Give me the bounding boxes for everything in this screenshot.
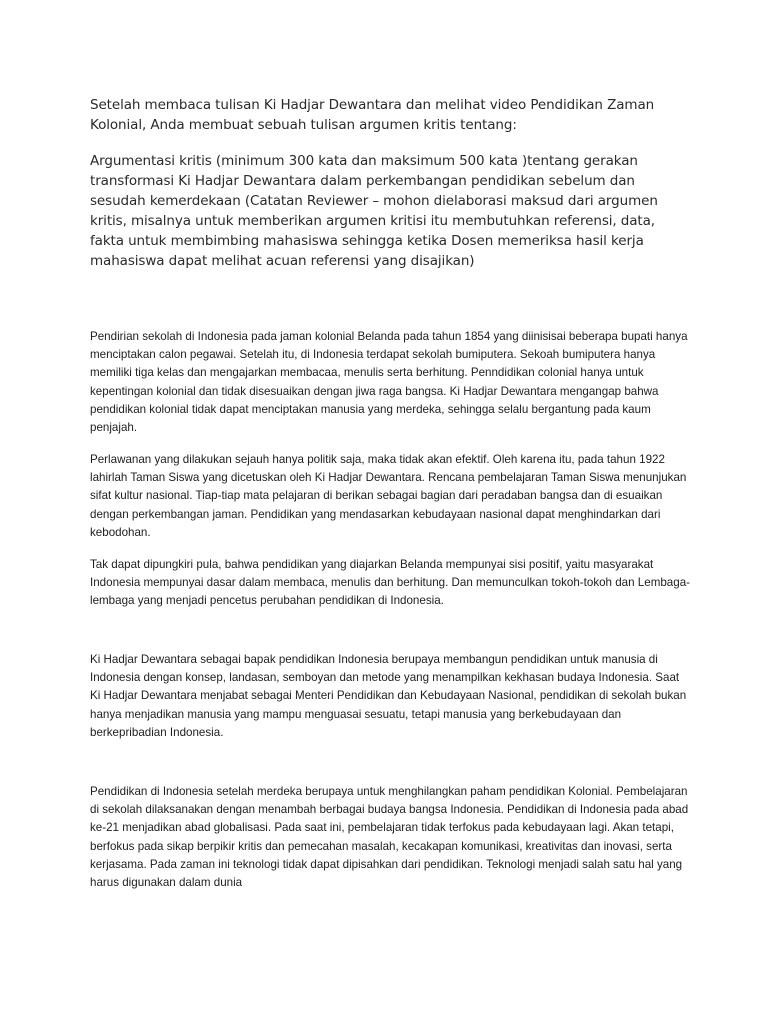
answer-paragraph-2: Perlawanan yang dilakukan sejauh hanya politik saja, maka tidak akan efektif. Oleh karena itu, pada tahun 1922 lahirlah Taman Siswa yang dicetuskan oleh Ki Hadjar Dewantara. Rencana pembelajaran Taman Siswa menunjukan sifat kultur nasional. Tiap-tiap mata pelajaran di berikan sebagai bagian dari peradaban bangsa dan di esuaikan dengan perkembangan jaman. Pendidikan yang mendasarkan kebudayaan nasional dapat menghindarkan dari kebodohan.	[90, 453, 687, 539]
answer-paragraph-4: Ki Hadjar Dewantara sebagai bapak pendidikan Indonesia berupaya membangun pendidikan untuk manusia di Indonesia dengan konsep, landasan, semboyan dan metode yang menampilkan kekhasan budaya Indonesia. Saat Ki Hadjar Dewantara menjabat sebagai Menteri Pendidikan dan Kebudayaan Nasional, pendidikan di sekolah bukan hanya menjadikan manusia yang mampu menguasai sesuatu, tetapi manusia yang berkebudayaan dan berkepribadian Indonesia.	[90, 653, 687, 739]
answer-paragraph-1: Pendirian sekolah di Indonesia pada jaman kolonial Belanda pada tahun 1854 yang diinisisai beberapa bupati hanya menciptakan calon pegawai. Setelah itu, di Indonesia terdapat sekolah bumiputera. Sekoah bumiputera hanya memiliki tiga kelas dan mengajarkan membacaa, menulis serta berhitung. Penndidikan colonial hanya untuk kepentingan kolonial dan tidak disesuaikan dengan jiwa raga bangsa. Ki Hadjar Dewantara mengangap bahwa pendidikan kolonial tidak dapat menciptakan manusia yang merdeka, sehingga selalu bergantung pada kaum penjajah.	[90, 330, 688, 435]
document-page	[90, 0, 710, 1024]
answer-paragraph-3: Tak dapat dipungkiri pula, bahwa pendidikan yang diajarkan Belanda mempunyai sisi positif, yaitu masyarakat Indonesia mempunyai dasar dalam membaca, menulis dan berhitung. Dan memunculkan tokoh-tokoh dan Lembaga-lembaga yang menjadi pencetus perubahan pendidikan di Indonesia.	[90, 558, 690, 608]
prompt-paragraph-task: Argumentasi kritis (minimum 300 kata dan maksimum 500 kata )tentang gerakan transformasi Ki Hadjar Dewantara dalam perkembangan pendidikan sebelum dan sesudah kemerdekaan (Catatan Reviewer – mohon dielaborasi maksud dari argumen kritis, misalnya untuk memberikan argumen kritisi itu membutuhkan referensi, data, fakta untuk membimbing mahasiswa sehingga ketika Dosen memeriksa hasil kerja mahasiswa dapat melihat acuan referensi yang disajikan)	[90, 153, 658, 269]
prompt-paragraph-intro: Setelah membaca tulisan Ki Hadjar Dewantara dan melihat video Pendidikan Zaman Kolonial, Anda membuat sebuah tulisan argumen kritis tentang:	[90, 97, 655, 133]
answer-paragraph-5: Pendidikan di Indonesia setelah merdeka berupaya untuk menghilangkan paham pendidikan Kolonial. Pembelajaran di sekolah dilaksanakan dengan menambah berbagai budaya bangsa Indonesia. Pendidikan di Indonesia pada abad ke-21 menjadikan abad globalisasi. Pada saat ini, pembelajaran tidak terfokus pada kebudayaan lagi. Akan tetapi, berfokus pada sikap berpikir kritis dan pemecahan masalah, kecakapan komunikasi, kreativitas dan inovasi, serta kerjasama. Pada zaman ini teknologi tidak dapat dipisahkan dari pendidikan. Teknologi menjadi salah satu hal yang harus digunakan dalam dunia	[90, 785, 689, 890]
